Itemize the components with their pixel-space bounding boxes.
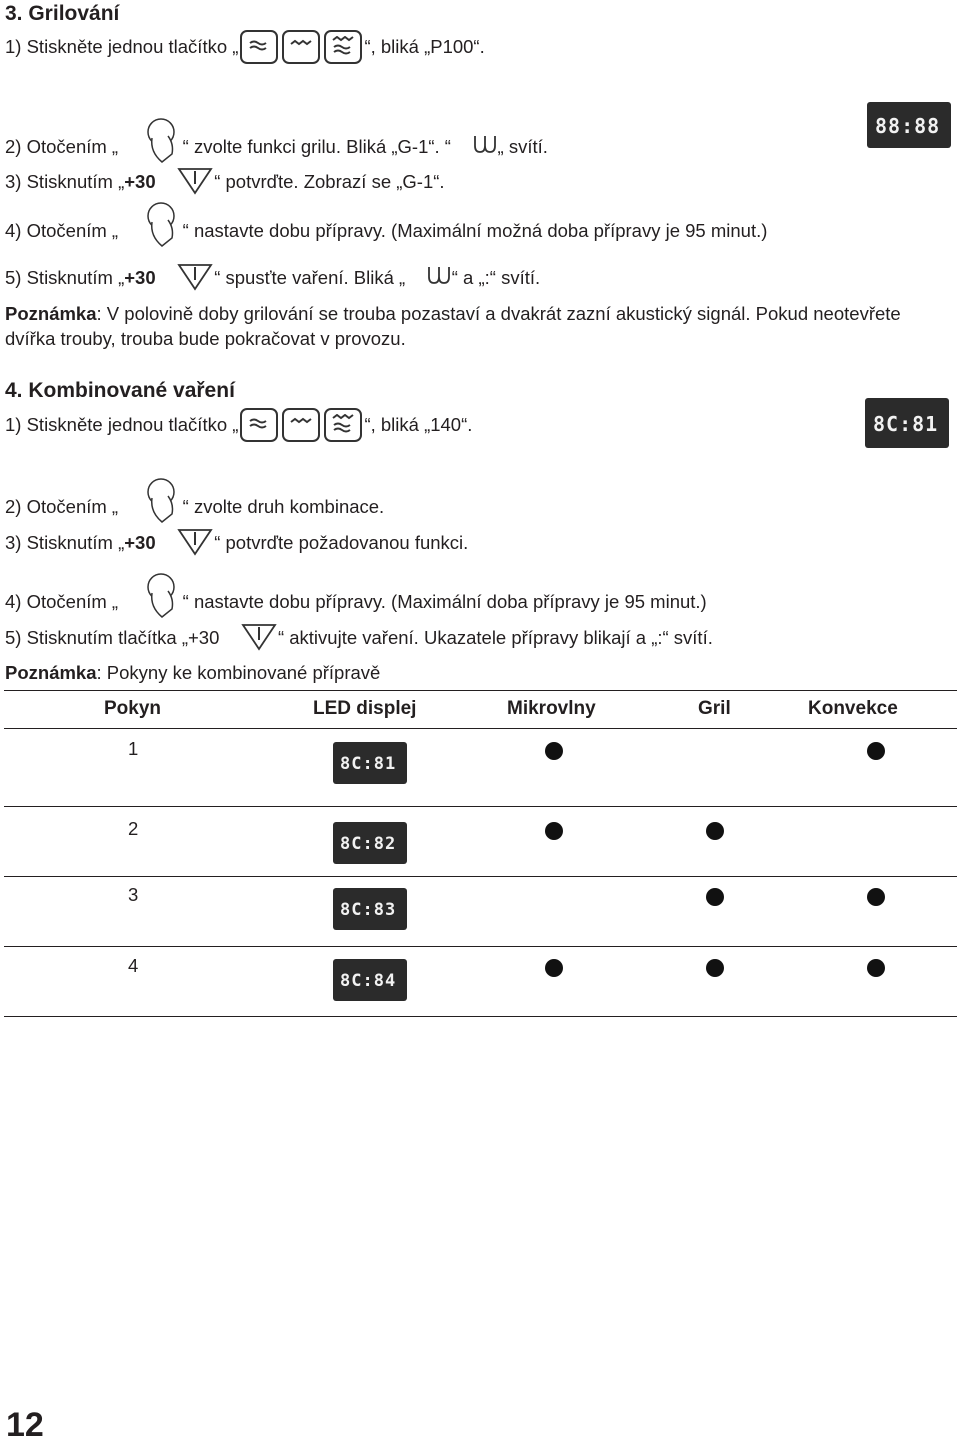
table-row-rule — [4, 806, 957, 807]
mode-dot-gril — [706, 888, 724, 906]
led-display — [333, 822, 407, 864]
s4-step5: 5) Stisknutím tlačítka „+30 “ aktivujte vaření. Ukazatele přípravy blikají a „:“ svítí. — [5, 596, 713, 679]
mode-dot-mikrovlny — [545, 959, 563, 977]
led-display: 8C:81 — [865, 398, 949, 448]
s3-step3: 3) Stisknutím „ +30 “ potvrďte. Zobrazí se „G-1“. — [5, 140, 445, 223]
led-display — [333, 959, 407, 1001]
table-header-rule — [4, 728, 957, 729]
mode-dot-konvekce — [867, 742, 885, 760]
grill-button-icon — [282, 30, 320, 64]
grill-heater-icon — [451, 111, 498, 182]
mode-dot-gril — [706, 822, 724, 840]
combi-button-icon — [324, 408, 362, 442]
led-display: 88:88 — [867, 102, 951, 148]
s4-step1: 1) Stiskněte jednou tlačítko „ “, bliká „140“. — [5, 408, 472, 442]
s4-step2: 2) Otočením „ “ zvolte druh kombinace. — [5, 456, 384, 557]
row-number: 2 — [128, 818, 139, 839]
led-display — [333, 888, 407, 930]
led-display-value: 8C:84 — [340, 971, 397, 991]
led-display-value: 8C:81 — [340, 754, 397, 774]
row-number: 4 — [128, 955, 139, 976]
s3-step1: 1) Stiskněte jednou tlačítko „ “, bliká „P100“. — [5, 30, 485, 64]
row-number: 3 — [128, 884, 139, 905]
s3-step5: 5) Stisknutím „ +30 “ spusťte vaření. Bliká „ “ a „:“ svítí. — [5, 236, 540, 319]
s3-step2: 2) Otočením „ “ zvolte funkci grilu. Bliká „G-1“. “ „ svítí. — [5, 96, 548, 197]
col-header-pokyn: Pokyn — [104, 698, 162, 719]
table-row-rule — [4, 946, 957, 947]
table-bottom-rule — [4, 1016, 957, 1017]
row-number: 1 — [128, 738, 139, 759]
grill-button-icon — [282, 408, 320, 442]
col-header-mikrovlny: Mikrovlny — [507, 698, 596, 719]
led-display — [333, 742, 407, 784]
combi-button-icon — [324, 30, 362, 64]
mode-dot-mikrovlny — [545, 742, 563, 760]
s4-step4: 4) Otočením „ “ nastavte dobu přípravy. (Maximální doba přípravy je 95 minut.) — [5, 551, 707, 652]
led-display-value: 8C:82 — [340, 834, 397, 854]
s4-step3: 3) Stisknutím „ +30 “ potvrďte požadovanou funkci. — [5, 501, 468, 584]
table-row-rule — [4, 876, 957, 877]
table-top-rule — [4, 690, 957, 691]
mode-dot-konvekce — [867, 959, 885, 977]
s4-note: Poznámka: Pokyny ke kombinované přípravě — [5, 662, 381, 683]
led-display-value: 8C:83 — [340, 900, 397, 920]
mode-dot-gril — [706, 959, 724, 977]
s3-note: Poznámka: V polovině doby grilování se trouba pozastaví a dvakrát zazní akustický signál. Pokud neotevřete dvířka trouby, trouba bude pokračovat v provozu. — [5, 303, 901, 349]
mode-dot-konvekce — [867, 888, 885, 906]
col-header-konvekce: Konvekce — [808, 698, 898, 719]
section3-title: 3. Grilování — [5, 2, 120, 25]
section4-title: 4. Kombinované vaření — [5, 379, 235, 402]
col-header-led: LED displej — [313, 698, 417, 719]
microwave-button-icon — [240, 408, 278, 442]
page-number: 12 — [6, 1406, 44, 1444]
col-header-gril: Gril — [698, 698, 731, 719]
microwave-button-icon — [240, 30, 278, 64]
mode-dot-mikrovlny — [545, 822, 563, 840]
s3-step4: 4) Otočením „ “ nastavte dobu přípravy. (Maximální možná doba přípravy je 95 minut.) — [5, 180, 767, 281]
